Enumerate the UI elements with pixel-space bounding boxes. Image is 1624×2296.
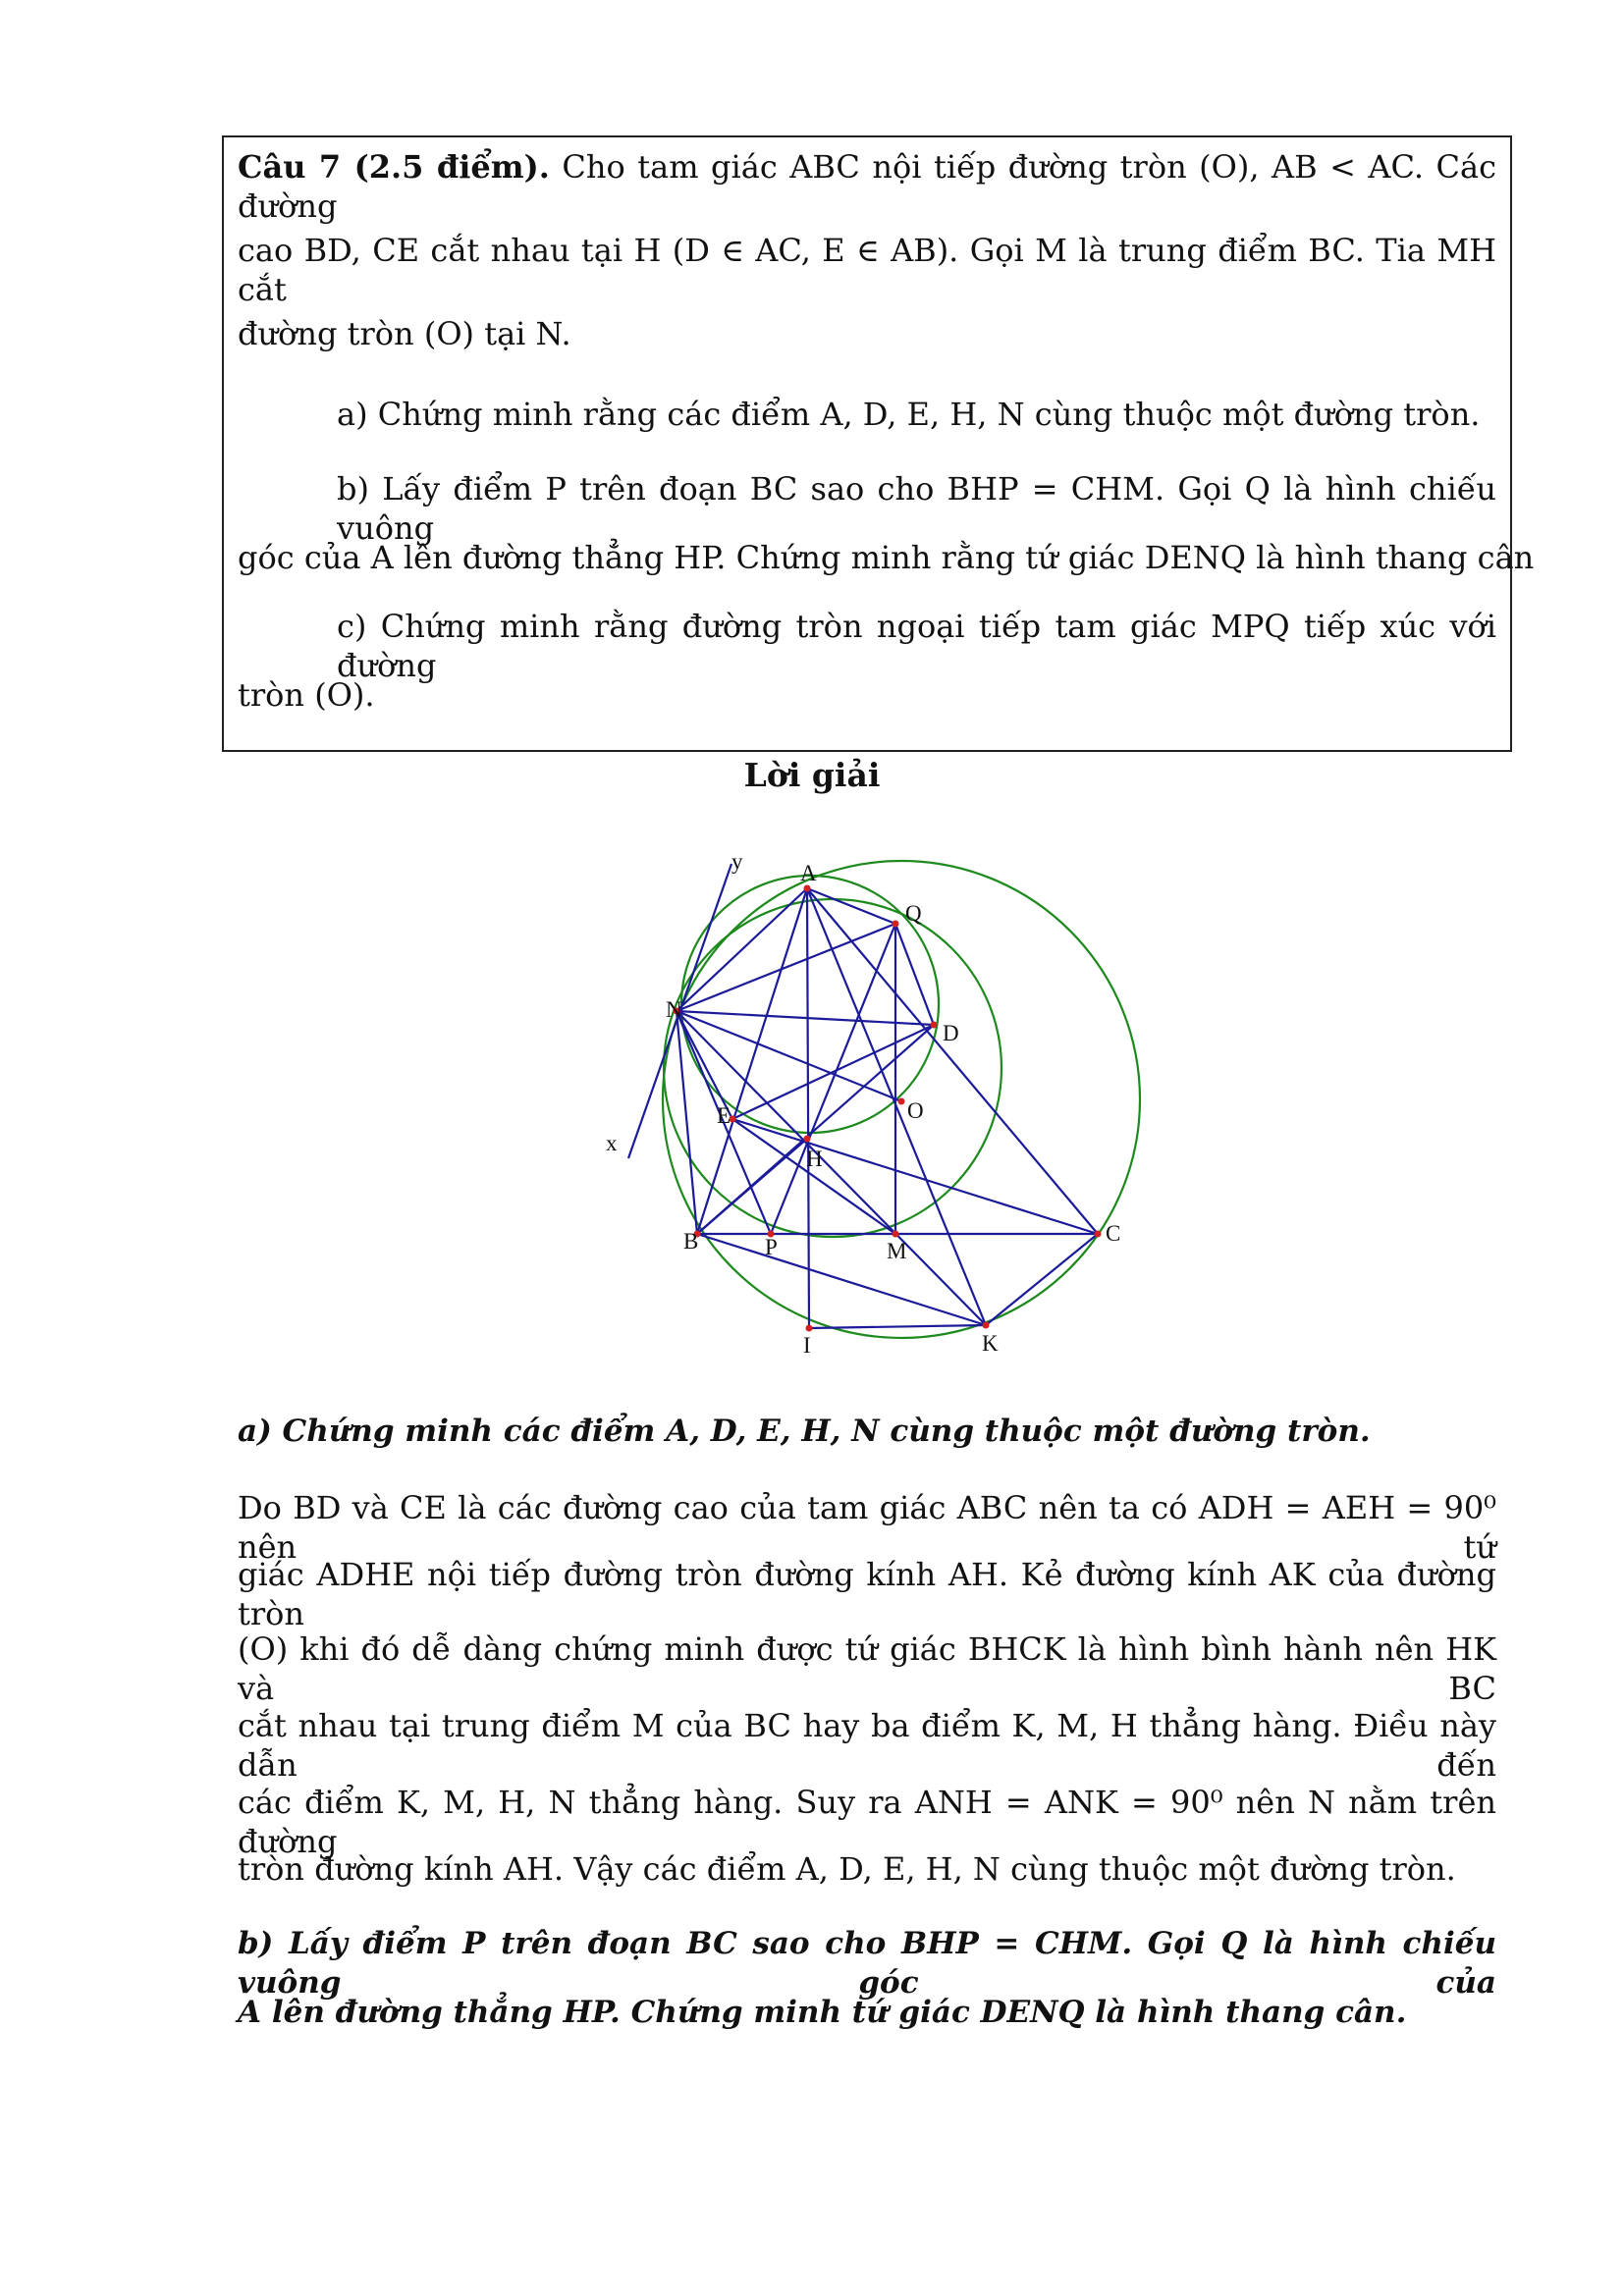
heading-part-b-2: A lên đường thẳng HP. Chứng minh tứ giác DENQ là hình thang cân. xyxy=(238,1995,1407,2030)
problem-line-3: đường tròn (O) tại N. xyxy=(238,315,571,352)
seg-ed xyxy=(732,1025,934,1119)
label-o: O xyxy=(907,1098,924,1123)
heading-part-a: a) Chứng minh các điểm A, D, E, H, N cùng thuộc một đường tròn. xyxy=(238,1414,1371,1449)
point-o xyxy=(898,1098,905,1105)
problem-part-b-2: góc của A lên đường thẳng HP. Chứng minh rằng tứ giác DENQ là hình thang cân xyxy=(238,539,1535,576)
geometry-figure xyxy=(589,839,1149,1364)
point-a xyxy=(804,885,811,892)
seg-bk xyxy=(697,1234,986,1325)
point-h xyxy=(804,1136,811,1143)
solution-a-line-6: tròn đường kính AH. Vậy các điểm A, D, E, H, N cùng thuộc một đường tròn. xyxy=(238,1850,1456,1888)
point-k xyxy=(983,1322,990,1329)
seg-ai xyxy=(807,888,809,1328)
label-p: P xyxy=(765,1235,778,1259)
solution-a-line-5: các điểm K, M, H, N thẳng hàng. Suy ra ANH = ANK = 90⁰ nên N nằm trên đường xyxy=(238,1784,1496,1860)
label-y: y xyxy=(731,849,743,874)
label-i: I xyxy=(803,1333,811,1358)
solution-a-line-4: cắt nhau tại trung điểm M của BC hay ba điểm K, M, H thẳng hàng. Điều này dẫn đến xyxy=(238,1707,1496,1784)
solution-a-line-2: giác ADHE nội tiếp đường tròn đường kính AH. Kẻ đường kính AK của đường tròn xyxy=(238,1556,1496,1632)
label-k: K xyxy=(982,1331,999,1356)
seg-qp xyxy=(771,924,895,1234)
point-m xyxy=(893,1231,899,1238)
problem-part-c-1: c) Chứng minh rằng đường tròn ngoại tiếp tam giác MPQ tiếp xúc với đường xyxy=(337,608,1496,684)
label-h: H xyxy=(806,1147,823,1171)
solution-a-line-3: (O) khi đó dễ dàng chứng minh được tứ giác BHCK là hình bình hành nên HK và BC xyxy=(238,1630,1496,1707)
heading-part-b-1: b) Lấy điểm P trên đoạn BC sao cho BHP = CHM. Gọi Q là hình chiếu vuông góc của xyxy=(238,1926,1496,2001)
seg-nq xyxy=(677,924,895,1011)
solution-title: Lời giải xyxy=(743,756,881,794)
solution-a-line-1: Do BD và CE là các đường cao của tam giác ABC nên ta có ADH = AEH = 90⁰ nên tứ xyxy=(238,1489,1496,1566)
label-e: E xyxy=(717,1103,731,1128)
label-b: B xyxy=(683,1229,699,1254)
label-a: A xyxy=(800,861,817,885)
point-q xyxy=(893,921,899,928)
problem-line-1-text: Cho tam giác ABC nội tiếp đường tròn (O), AB < AC. Các đường xyxy=(238,148,1497,225)
label-q: Q xyxy=(905,901,922,926)
seg-ik xyxy=(809,1325,986,1328)
seg-qd xyxy=(895,924,934,1025)
point-d xyxy=(931,1022,938,1029)
problem-label: Câu 7 (2.5 điểm). xyxy=(238,148,550,186)
problem-part-a: a) Chứng minh rằng các điểm A, D, E, H, N cùng thuộc một đường tròn. xyxy=(337,396,1481,433)
point-i xyxy=(806,1325,813,1332)
seg-ck xyxy=(986,1234,1098,1325)
seg-em xyxy=(732,1119,895,1234)
seg-ac xyxy=(807,888,1098,1234)
point-c xyxy=(1095,1231,1102,1238)
problem-line-2: cao BD, CE cắt nhau tại H (D ∈ AC, E ∈ AB). Gọi M là trung điểm BC. Tia MH cắt xyxy=(238,232,1496,308)
label-n: N xyxy=(666,997,682,1022)
label-c: C xyxy=(1106,1221,1121,1246)
label-d: D xyxy=(943,1021,959,1045)
problem-line-1 xyxy=(238,147,1496,226)
seg-ce xyxy=(732,1119,1098,1234)
problem-part-b-1: b) Lấy điểm P trên đoạn BC sao cho BHP = CHM. Gọi Q là hình chiếu vuông xyxy=(337,470,1496,547)
label-x: x xyxy=(606,1131,618,1155)
problem-part-c-2: tròn (O). xyxy=(238,676,375,714)
seg-nk xyxy=(677,1011,986,1325)
label-m: M xyxy=(887,1239,907,1263)
